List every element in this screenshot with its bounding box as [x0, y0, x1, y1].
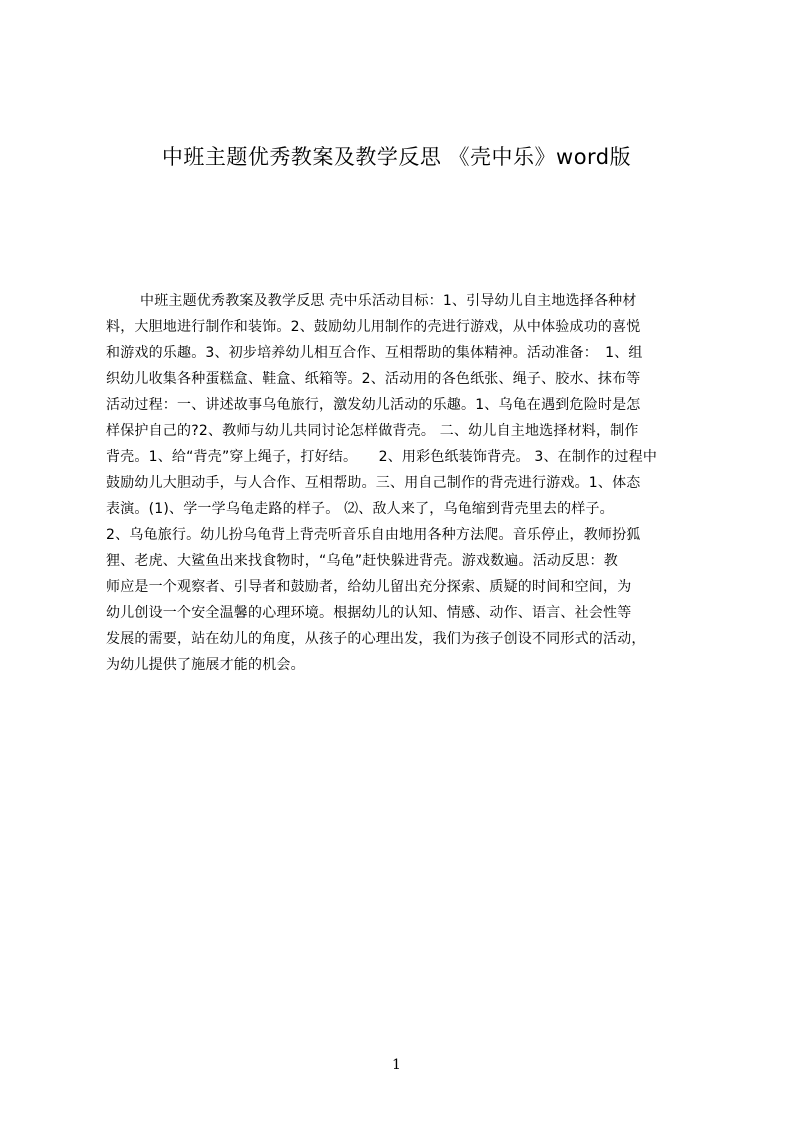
body-line: 中班主题优秀教案及教学反思 壳中乐活动目标：1、引导幼儿自主地选择各种材: [140, 293, 637, 309]
body-line: 样保护自己的?2、教师与幼儿共同讨论怎样做背壳。 二、幼儿自主地选择材料，制作: [106, 423, 639, 439]
body-line: 为幼儿提供了施展才能的机会。: [106, 657, 305, 673]
body-line: 2、乌龟旅行。幼儿扮乌龟背上背壳听音乐自由地用各种方法爬。音乐停止，教师扮狐: [106, 527, 641, 543]
body-line: 鼓励幼儿大胆动手，与人合作、互相帮助。三、用自己制作的背壳进行游戏。1、体态: [106, 475, 641, 491]
page-number: 1: [392, 1057, 401, 1073]
body-line: 发展的需要，站在幼儿的角度，从孩子的心理出发，我们为孩子创设不同形式的活动，: [106, 631, 646, 647]
document-body: [106, 288, 698, 698]
body-line: 狸、老虎、大鲨鱼出来找食物时，“乌龟”赶快躲进背壳。游戏数遍。活动反思：教: [106, 553, 618, 569]
document-title: 中班主题优秀教案及教学反思 《壳中乐》word版: [161, 145, 632, 169]
body-line: 背壳。1、给“背壳”穿上绳子，打好结。 2、用彩色纸装饰背壳。 3、在制作的过程中: [106, 449, 658, 465]
body-line: 幼儿创设一个安全温馨的心理环境。根据幼儿的认知、情感、动作、语言、社会性等: [106, 605, 632, 621]
body-line: 和游戏的乐趣。3、初步培养幼儿相互合作、互相帮助的集体精神。活动准备： 1、组: [106, 345, 643, 361]
body-line: 师应是一个观察者、引导者和鼓励者，给幼儿留出充分探索、质疑的时间和空间，为: [106, 579, 632, 595]
body-line: 料，大胆地进行制作和装饰。2、鼓励幼儿用制作的壳进行游戏，从中体验成功的喜悦: [106, 319, 641, 335]
body-line: 织幼儿收集各种蛋糕盒、鞋盒、纸箱等。2、活动用的各色纸张、绳子、胶水、抹布等: [106, 371, 641, 387]
body-line: 活动过程：一、讲述故事乌龟旅行，激发幼儿活动的乐趣。1、乌龟在遇到危险时是怎: [106, 397, 641, 413]
body-line: 表演。(1)、学一学乌龟走路的样子。 ⑵、敌人来了，乌龟缩到背壳里去的样子。: [106, 501, 614, 517]
